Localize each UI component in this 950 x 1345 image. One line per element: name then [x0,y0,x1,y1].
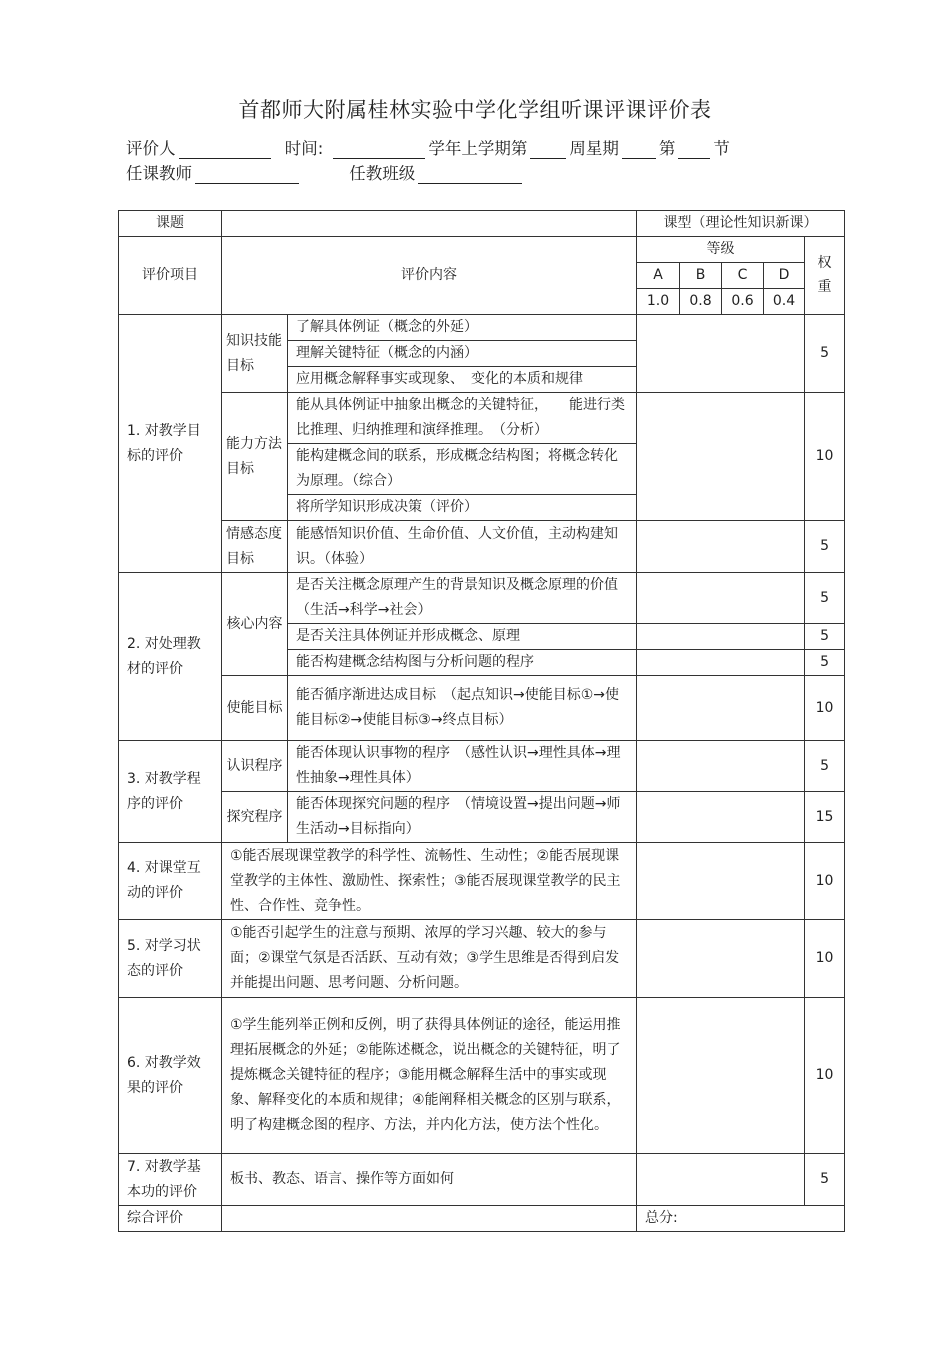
weight-cell: 5 [805,573,845,624]
table-row [119,315,845,341]
grade-cell[interactable] [637,998,805,1154]
weight-cell: 5 [805,1154,845,1206]
item-label: 评价项目 [119,237,222,315]
weight-cell: 15 [805,792,845,843]
weight-cell: 5 [805,624,845,650]
week-field[interactable] [530,142,566,159]
summary-row [119,1206,845,1232]
sec2-g1-item-2: 是否关注具体例证并形成概念、原理 [288,624,637,650]
sec1-g2-item-3: 将所学知识形成决策（评价） [288,495,637,521]
grade-cell[interactable] [637,573,805,624]
table-row [119,573,845,624]
period-label: 节 [713,139,730,158]
weight-cell: 10 [805,843,845,920]
table-row [119,521,845,573]
grade-d: D [764,263,805,289]
grade-cell[interactable] [637,650,805,676]
sec2-g2-item-1: 能否循序渐进达成目标 （起点知识→使能目标①→使能目标②→使能目标③→终点目标） [288,676,637,741]
weight-label: 权重 [805,237,845,315]
year-field[interactable] [333,142,425,159]
section-6-name: 6. 对教学效果的评价 [119,998,222,1154]
section-4-name: 4. 对课堂互动的评价 [119,843,222,920]
sec4-content: ①能否展现课堂教学的科学性、流畅性、生动性；②能否展现课堂教学的主体性、激励性、探索性；③能否展现课堂教学的民主性、合作性、竞争性。 [222,843,637,920]
table-row [119,998,845,1154]
sec3-g2-content: 能否体现探究问题的程序 （情境设置→提出问题→师生活动→目标指向） [288,792,637,843]
weight-cell: 5 [805,650,845,676]
sec5-content: ①能否引起学生的注意与预期、浓厚的学习兴趣、较大的参与面；②课堂气氛是否活跃、互动有效；③学生思维是否得到启发并能提出问题、思考问题、分析问题。 [222,920,637,998]
content-label: 评价内容 [222,237,637,315]
grade-cell[interactable] [637,624,805,650]
sec6-content: ①学生能列举正例和反例，明了获得具体例证的途径，能运用推理拓展概念的外延；②能陈述概念，说出概念的关键特征，明了提炼概念关键特征的程序；③能用概念解释生活中的事实或现象、解释变化的本质和规律；④能阐释相关概念的区别与联系，明了构建概念图的程序、方法，并内化方法，使方法个性化。 [222,998,637,1154]
table-row [119,741,845,792]
grade-cell[interactable] [637,676,805,741]
evaluator-field[interactable] [179,142,271,159]
sec2-g1-item-3: 能否构建概念结构图与分析问题的程序 [288,650,637,676]
teacher-label: 任课教师 [126,164,192,183]
table-row [119,676,845,741]
table-row [119,1154,845,1206]
grade-a: A [637,263,680,289]
grade-cell[interactable] [637,792,805,843]
weight-cell: 10 [805,920,845,998]
year-semester-label: 学年上学期第 [428,139,528,158]
sec3-group-2-name: 探究程序 [222,792,288,843]
sec3-group-1-name: 认识程序 [222,741,288,792]
weight-cell: 5 [805,315,845,393]
grade-value-d: 0.4 [764,289,805,315]
sec1-group-1-name: 知识技能目标 [222,315,288,393]
table-row [119,393,845,444]
section-5-name: 5. 对学习状态的评价 [119,920,222,998]
header-row-grade [119,237,845,263]
weight-cell: 5 [805,521,845,573]
section-7-name: 7. 对教学基本功的评价 [119,1154,222,1206]
summary-field[interactable] [222,1206,637,1232]
grade-cell[interactable] [637,741,805,792]
table-row [119,920,845,998]
sec7-content: 板书、教态、语言、操作等方面如何 [222,1154,637,1206]
weight-cell: 10 [805,676,845,741]
sec2-group-1-name: 核心内容 [222,573,288,676]
sec2-g1-item-1: 是否关注概念原理产生的背景知识及概念原理的价值（生活→科学→社会） [288,573,637,624]
grade-cell[interactable] [637,843,805,920]
grade-cell[interactable] [637,1154,805,1206]
class-label: 任教班级 [349,164,416,183]
sec1-group-3-name: 情感态度目标 [222,521,288,573]
class-field[interactable] [418,167,522,184]
topic-label: 课题 [119,211,222,237]
sec2-group-2-name: 使能目标 [222,676,288,741]
time-label: 时间: [284,139,324,158]
table-row [119,792,845,843]
grade-b: B [680,263,722,289]
info-line-2 [126,160,525,184]
sec1-g1-item-1: 了解具体例证（概念的外延） [288,315,637,341]
grade-cell[interactable] [637,315,805,393]
grade-label: 等级 [637,237,805,263]
course-type: 课型（理论性知识新课） [637,211,845,237]
header-row-topic [119,211,845,237]
weekday-field[interactable] [622,142,656,159]
grade-cell[interactable] [637,393,805,521]
grade-cell[interactable] [637,521,805,573]
week-label: 周星期 [569,139,619,158]
sec1-g2-item-1: 能从具体例证中抽象出概念的关键特征， 能进行类比推理、归纳推理和演绎推理。 （分析） [288,393,637,444]
sec1-g1-item-3: 应用概念解释事实或现象、 变化的本质和规律 [288,367,637,393]
sec1-g2-item-2: 能构建概念间的联系，形成概念结构图；将概念转化为原理。（综合） [288,444,637,495]
grade-value-a: 1.0 [637,289,680,315]
grade-cell[interactable] [637,920,805,998]
sec1-g3-item-1: 能感悟知识价值、生命价值、人文价值，主动构建知识。（体验） [288,521,637,573]
teacher-field[interactable] [195,167,299,184]
weight-cell: 10 [805,998,845,1154]
topic-field[interactable] [222,211,637,237]
table-row [119,843,845,920]
sec3-g1-content: 能否体现认识事物的程序 （感性认识→理性具体→理性抽象→理性具体） [288,741,637,792]
total-score-label: 总分: [637,1206,845,1232]
period-field[interactable] [678,142,710,159]
sec1-group-2-name: 能力方法目标 [222,393,288,521]
weight-cell: 10 [805,393,845,521]
summary-label: 综合评价 [119,1206,222,1232]
section-1-name: 1. 对教学目标的评价 [119,315,222,573]
grade-value-c: 0.6 [722,289,764,315]
evaluation-table [118,210,845,1232]
weight-cell: 5 [805,741,845,792]
section-3-name: 3. 对教学程序的评价 [119,741,222,843]
di-label: 第 [658,139,676,158]
grade-c: C [722,263,764,289]
info-line-1 [126,135,730,159]
evaluator-label: 评价人 [126,139,176,158]
sec1-g1-item-2: 理解关键特征（概念的内涵） [288,341,637,367]
grade-value-b: 0.8 [680,289,722,315]
section-2-name: 2. 对处理教材的评价 [119,573,222,741]
page-title: 首都师大附属桂林实验中学化学组听课评课评价表 [238,98,712,122]
